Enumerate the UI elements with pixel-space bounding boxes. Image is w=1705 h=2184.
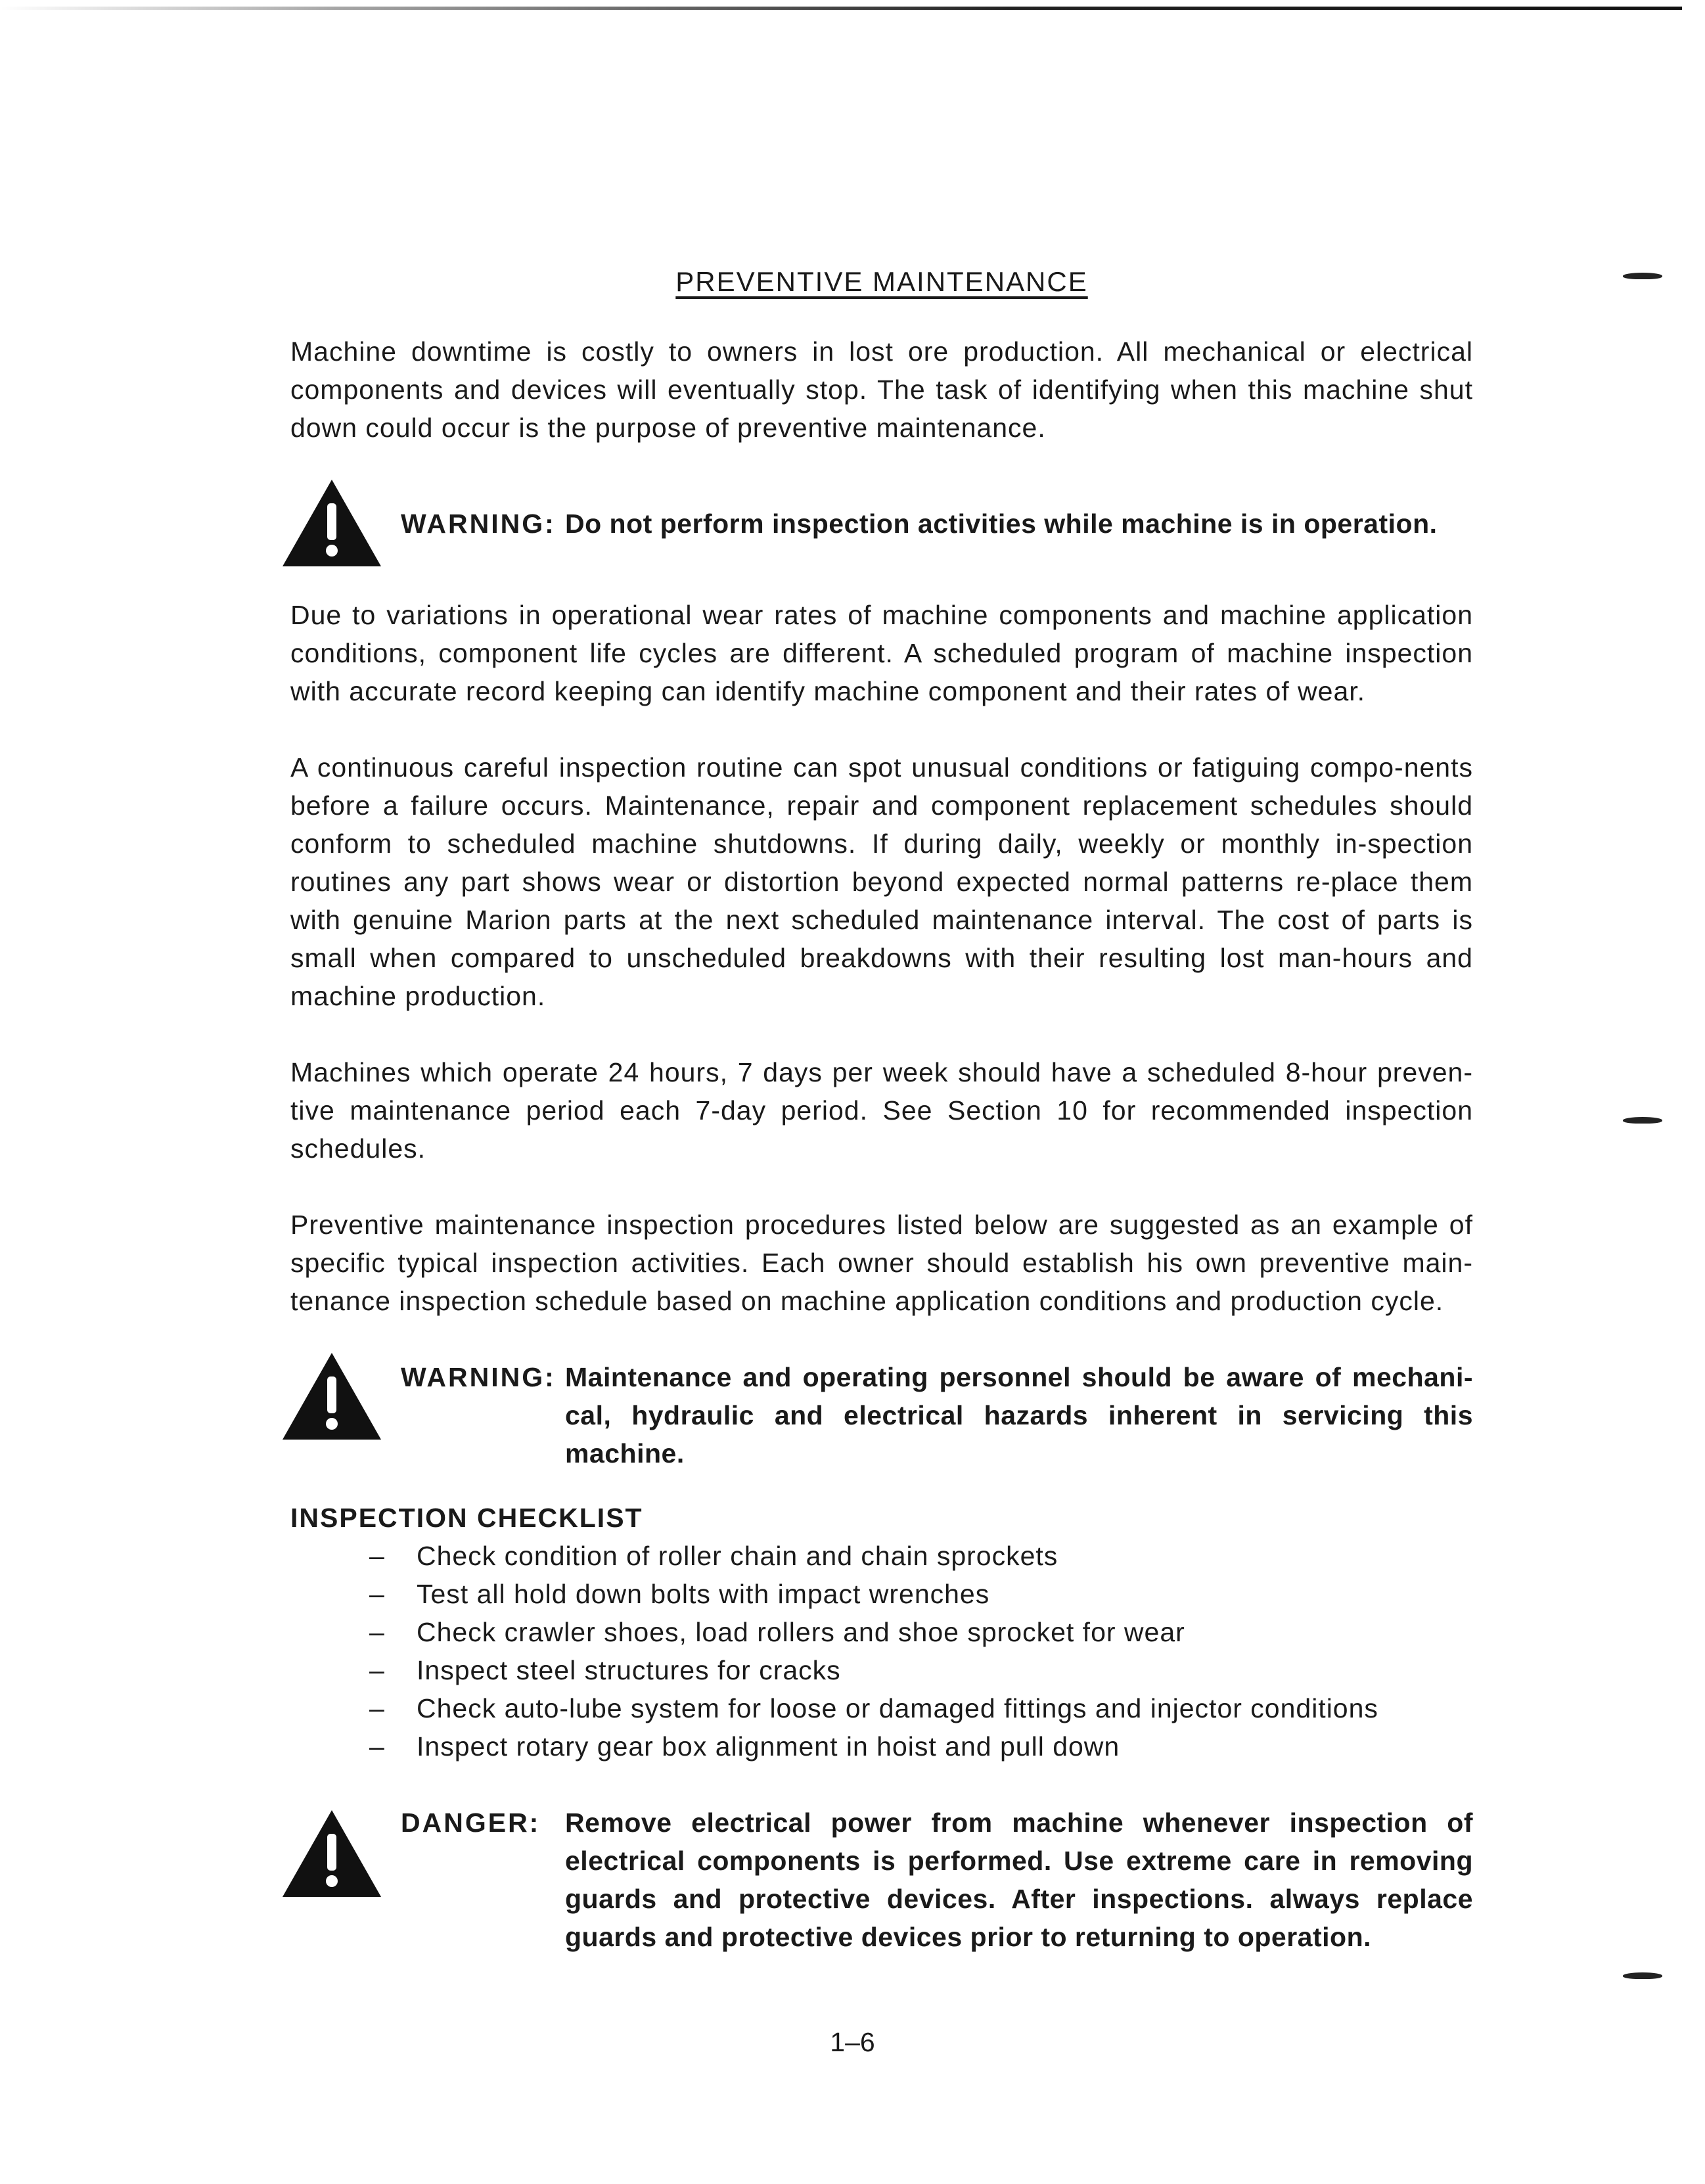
list-item: – Inspect steel structures for cracks <box>369 1655 841 1685</box>
danger-text: Remove electrical power from machine whenever inspection of electrical components is performed. Use extreme care in removing guards and protective devices. After inspections. always replace guards and protective devices prior to returning to operation. <box>565 1808 1473 1952</box>
warning-notice-2 <box>290 1358 1473 1472</box>
danger-triangle-icon <box>283 1810 401 1907</box>
warning-triangle-icon <box>283 1353 401 1449</box>
warning-text: Do not perform inspection activities while machine is in operation. <box>565 509 1438 539</box>
schedule-paragraph: Machines which operate 24 hours, 7 days per week should have a scheduled 8-hour preven-tive maintenance period each 7-day period. See Section 10 for recommended inspection schedules. <box>290 1057 1473 1164</box>
warning-label: WARNING: <box>401 1362 556 1392</box>
checklist-heading: INSPECTION CHECKLIST <box>290 1503 643 1533</box>
list-item: – Check condition of roller chain and chain sprockets <box>369 1541 1058 1571</box>
warning-notice-1 <box>290 485 1473 576</box>
inspection-checklist <box>290 1537 1473 1765</box>
list-item: – Test all hold down bolts with impact wrenches <box>369 1579 990 1609</box>
procedures-paragraph: Preventive maintenance inspection procedures listed below are suggested as an example of specific typical inspection activities. Each owner should establish his own preventive main-tenance inspection schedule based on machine application conditions and production cycle. <box>290 1210 1473 1316</box>
danger-label: DANGER: <box>401 1808 541 1838</box>
margin-binding-mark <box>1623 1972 1662 1979</box>
warning-triangle-icon <box>283 480 401 576</box>
margin-binding-mark <box>1623 273 1662 279</box>
document-body <box>290 263 1473 1994</box>
intro-paragraph: Machine downtime is costly to owners in lost ore production. All mechanical or electrical components and devices will eventually stop. The task of identifying when this machine shut down could occur is the purpose of preventive maintenance. <box>290 336 1473 443</box>
top-scan-line <box>0 7 1682 10</box>
list-item: – Inspect rotary gear box alignment in hoist and pull down <box>369 1731 1120 1762</box>
margin-binding-mark <box>1623 1117 1662 1124</box>
list-item: – Check auto-lube system for loose or damaged fittings and injector conditions <box>369 1693 1378 1723</box>
list-item: – Check crawler shoes, load rollers and shoe sprocket for wear <box>369 1617 1185 1647</box>
page-title: PREVENTIVE MAINTENANCE <box>675 266 1088 297</box>
warning-text: Maintenance and operating personnel should be aware of mechani-cal, hydraulic and electrical hazards inherent in servicing this machine. <box>565 1362 1473 1468</box>
warning-label: WARNING: <box>401 509 556 539</box>
page-number: 1–6 <box>830 2027 875 2057</box>
danger-notice <box>290 1804 1473 1956</box>
wear-rates-paragraph: Due to variations in operational wear rates of machine components and machine application conditions, component life cycles are different. A scheduled program of machine inspection with accurate record keeping can identify machine component and their rates of wear. <box>290 600 1473 706</box>
inspection-routine-paragraph: A continuous careful inspection routine can spot unusual conditions or fatiguing compo-nents before a failure occurs. Maintenance, repair and component replacement schedules should conform to scheduled machine shutdowns. If during daily, weekly or monthly in-spection routines any part shows wear or distortion beyond expected normal patterns re-place them with genuine Marion parts at the next scheduled maintenance interval. The cost of parts is small when compared to unscheduled breakdowns with their resulting lost man-hours and machine production. <box>290 752 1473 1011</box>
